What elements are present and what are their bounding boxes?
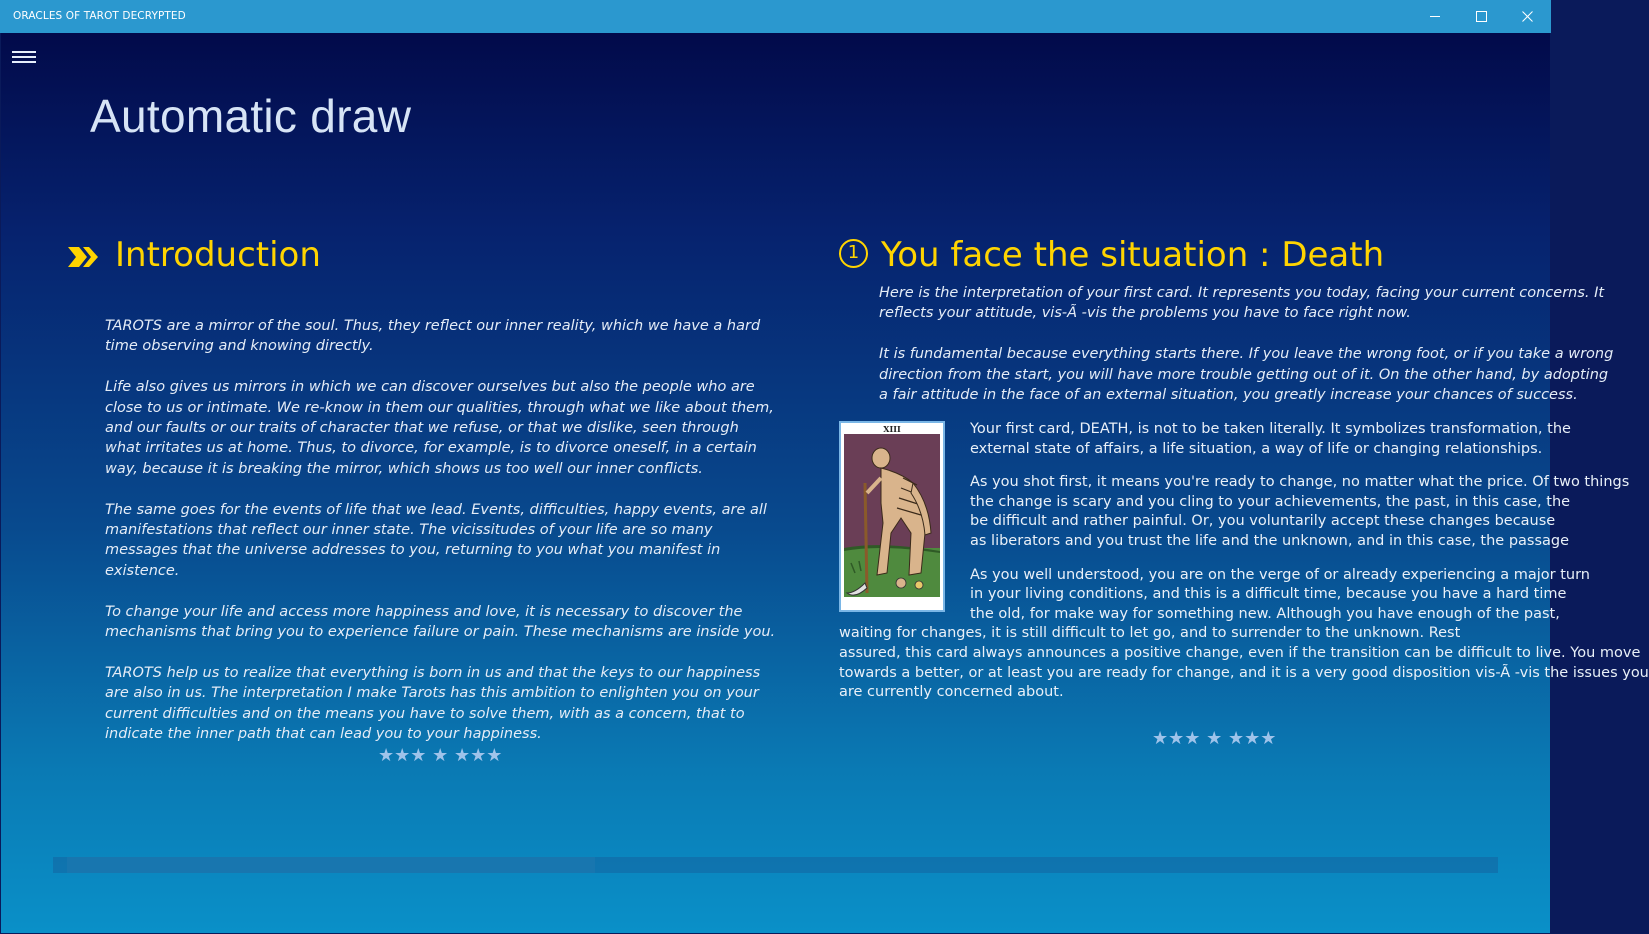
text-line: the change is scary and you cling to your achievements, the past, in this case, the bbox=[970, 493, 1571, 510]
title-bar bbox=[0, 0, 1551, 33]
text-line: be difficult and rather painful. Or, you voluntarily accept these changes because bbox=[970, 513, 1556, 530]
window-title: ORACLES OF TAROT DECRYPTED bbox=[13, 10, 186, 22]
intro-text bbox=[105, 316, 777, 765]
card-heading bbox=[839, 235, 1384, 275]
text-line: in your living conditions, and this is a difficult time, because you have a hard time bbox=[970, 586, 1567, 603]
intro-paragraph: TAROTS are a mirror of the soul. Thus, they reflect our inner reality, which we have a hard time observing and knowing directly. bbox=[105, 318, 761, 355]
intro-paragraph: The same goes for the events of life that we lead. Events, difficulties, happy events, are all manifestations that reflect our inner state. The vicissitudes of your life are so many messages that the universe addresses to you, returning to you what you manifest in existence. bbox=[105, 501, 767, 579]
card-intro-text bbox=[879, 283, 1614, 426]
text-line: a fair attitude in the face of an external situation, you greatly increase your chances of success. bbox=[879, 387, 1578, 404]
intro-heading-label: Introduction bbox=[115, 235, 321, 275]
card-interpretation bbox=[839, 283, 1649, 783]
text-line: external state of affairs, a life situation, a way of life or changing relationships. bbox=[970, 440, 1543, 457]
number-one-icon: 1 bbox=[839, 239, 868, 268]
text-line: Your first card, DEATH, is not to be taken literally. It symbolizes transformation, the bbox=[970, 421, 1571, 437]
minimize-icon bbox=[1430, 11, 1441, 22]
text-line: the old, for make way for something new. Although you have enough of the past, bbox=[970, 605, 1560, 622]
horizontal-scrollbar[interactable] bbox=[53, 857, 1498, 873]
text-line: waiting for changes, it is still difficult to let go, and to surrender to the unknown. Rest bbox=[839, 625, 1461, 642]
intro-paragraph: TAROTS help us to realize that everything is born in us and that the keys to our happiness are also in us. The interpretation I make Tarots has this ambition to enlighten you on your current difficulties and on the means you have to solve them, with as a concern, that to indicate the inner path that can lead you to your happiness. bbox=[105, 664, 761, 743]
app-content bbox=[1, 33, 1649, 933]
text-line: direction from the start, you will have more trouble getting out of it. On the other hand, by adopting bbox=[879, 366, 1609, 383]
text-line: assured, this card always announces a positive change, even if the transition can be difficult to live. You move bbox=[839, 644, 1641, 661]
page-title: Automatic draw bbox=[90, 90, 412, 142]
card-intro-paragraph bbox=[879, 283, 1605, 324]
intro-star-separator: ★★★ ★ ★★★ bbox=[378, 745, 503, 766]
double-chevron-right-icon bbox=[67, 245, 101, 269]
text-line: Here is the interpretation of your first card. It represents you today, facing your current concerns. It bbox=[879, 285, 1605, 301]
hamburger-menu-button[interactable] bbox=[12, 49, 38, 65]
intro-paragraph: To change your life and access more happiness and love, it is necessary to discover the mechanisms that bring you to experience failure or pain. These mechanisms are inside you. bbox=[105, 603, 776, 641]
text-line: As you shot first, it means you're ready to change, no matter what the price. Of two things bbox=[970, 474, 1630, 491]
close-button[interactable] bbox=[1504, 0, 1550, 33]
intro-paragraph: Life also gives us mirrors in which we can discover ourselves but also the people who are close to us or intimate. We re-know in them our qualities, through what we like about them, and our faults or our traits of character that we refuse, or that we dislike, seen through what irritates us at home. Thus, to divorce, for example, is to divorce oneself, in a certain way, because it is breaking the mirror, which shows us too well our inner conflicts. bbox=[105, 379, 774, 477]
card-roman-numeral: XIII bbox=[883, 424, 901, 434]
hamburger-icon-line bbox=[12, 61, 36, 63]
close-icon bbox=[1522, 11, 1533, 22]
text-line: It is fundamental because everything starts there. If you leave the wrong foot, or if you take a wrong bbox=[879, 346, 1614, 363]
card-star-separator: ★★★ ★ ★★★ bbox=[1152, 728, 1277, 749]
hamburger-icon bbox=[12, 51, 36, 53]
minimize-button[interactable] bbox=[1412, 0, 1458, 33]
card-intro-paragraph bbox=[879, 344, 1614, 405]
intro-heading bbox=[67, 235, 321, 275]
card-float-spacer bbox=[839, 420, 970, 607]
maximize-button[interactable] bbox=[1458, 0, 1504, 33]
text-line: As you well understood, you are on the verge of or already experiencing a major turn bbox=[970, 566, 1590, 583]
maximize-icon bbox=[1476, 11, 1487, 22]
scrollbar-thumb[interactable] bbox=[67, 857, 595, 873]
card-body-text bbox=[839, 420, 1649, 717]
text-line: are currently concerned about. bbox=[839, 684, 1064, 701]
card-heading-label: You face the situation : Death bbox=[881, 235, 1385, 275]
text-line: towards a better, or at least you are ready for change, and it is a very good disposition vis-Ã -vis the issues you bbox=[839, 664, 1649, 681]
hamburger-icon-line bbox=[12, 56, 36, 58]
text-line: reflects your attitude, vis-Ã -vis the problems you have to face right now. bbox=[879, 305, 1411, 322]
text-line: as liberators and you trust the life and the unknown, and in this case, the passage bbox=[970, 532, 1570, 549]
